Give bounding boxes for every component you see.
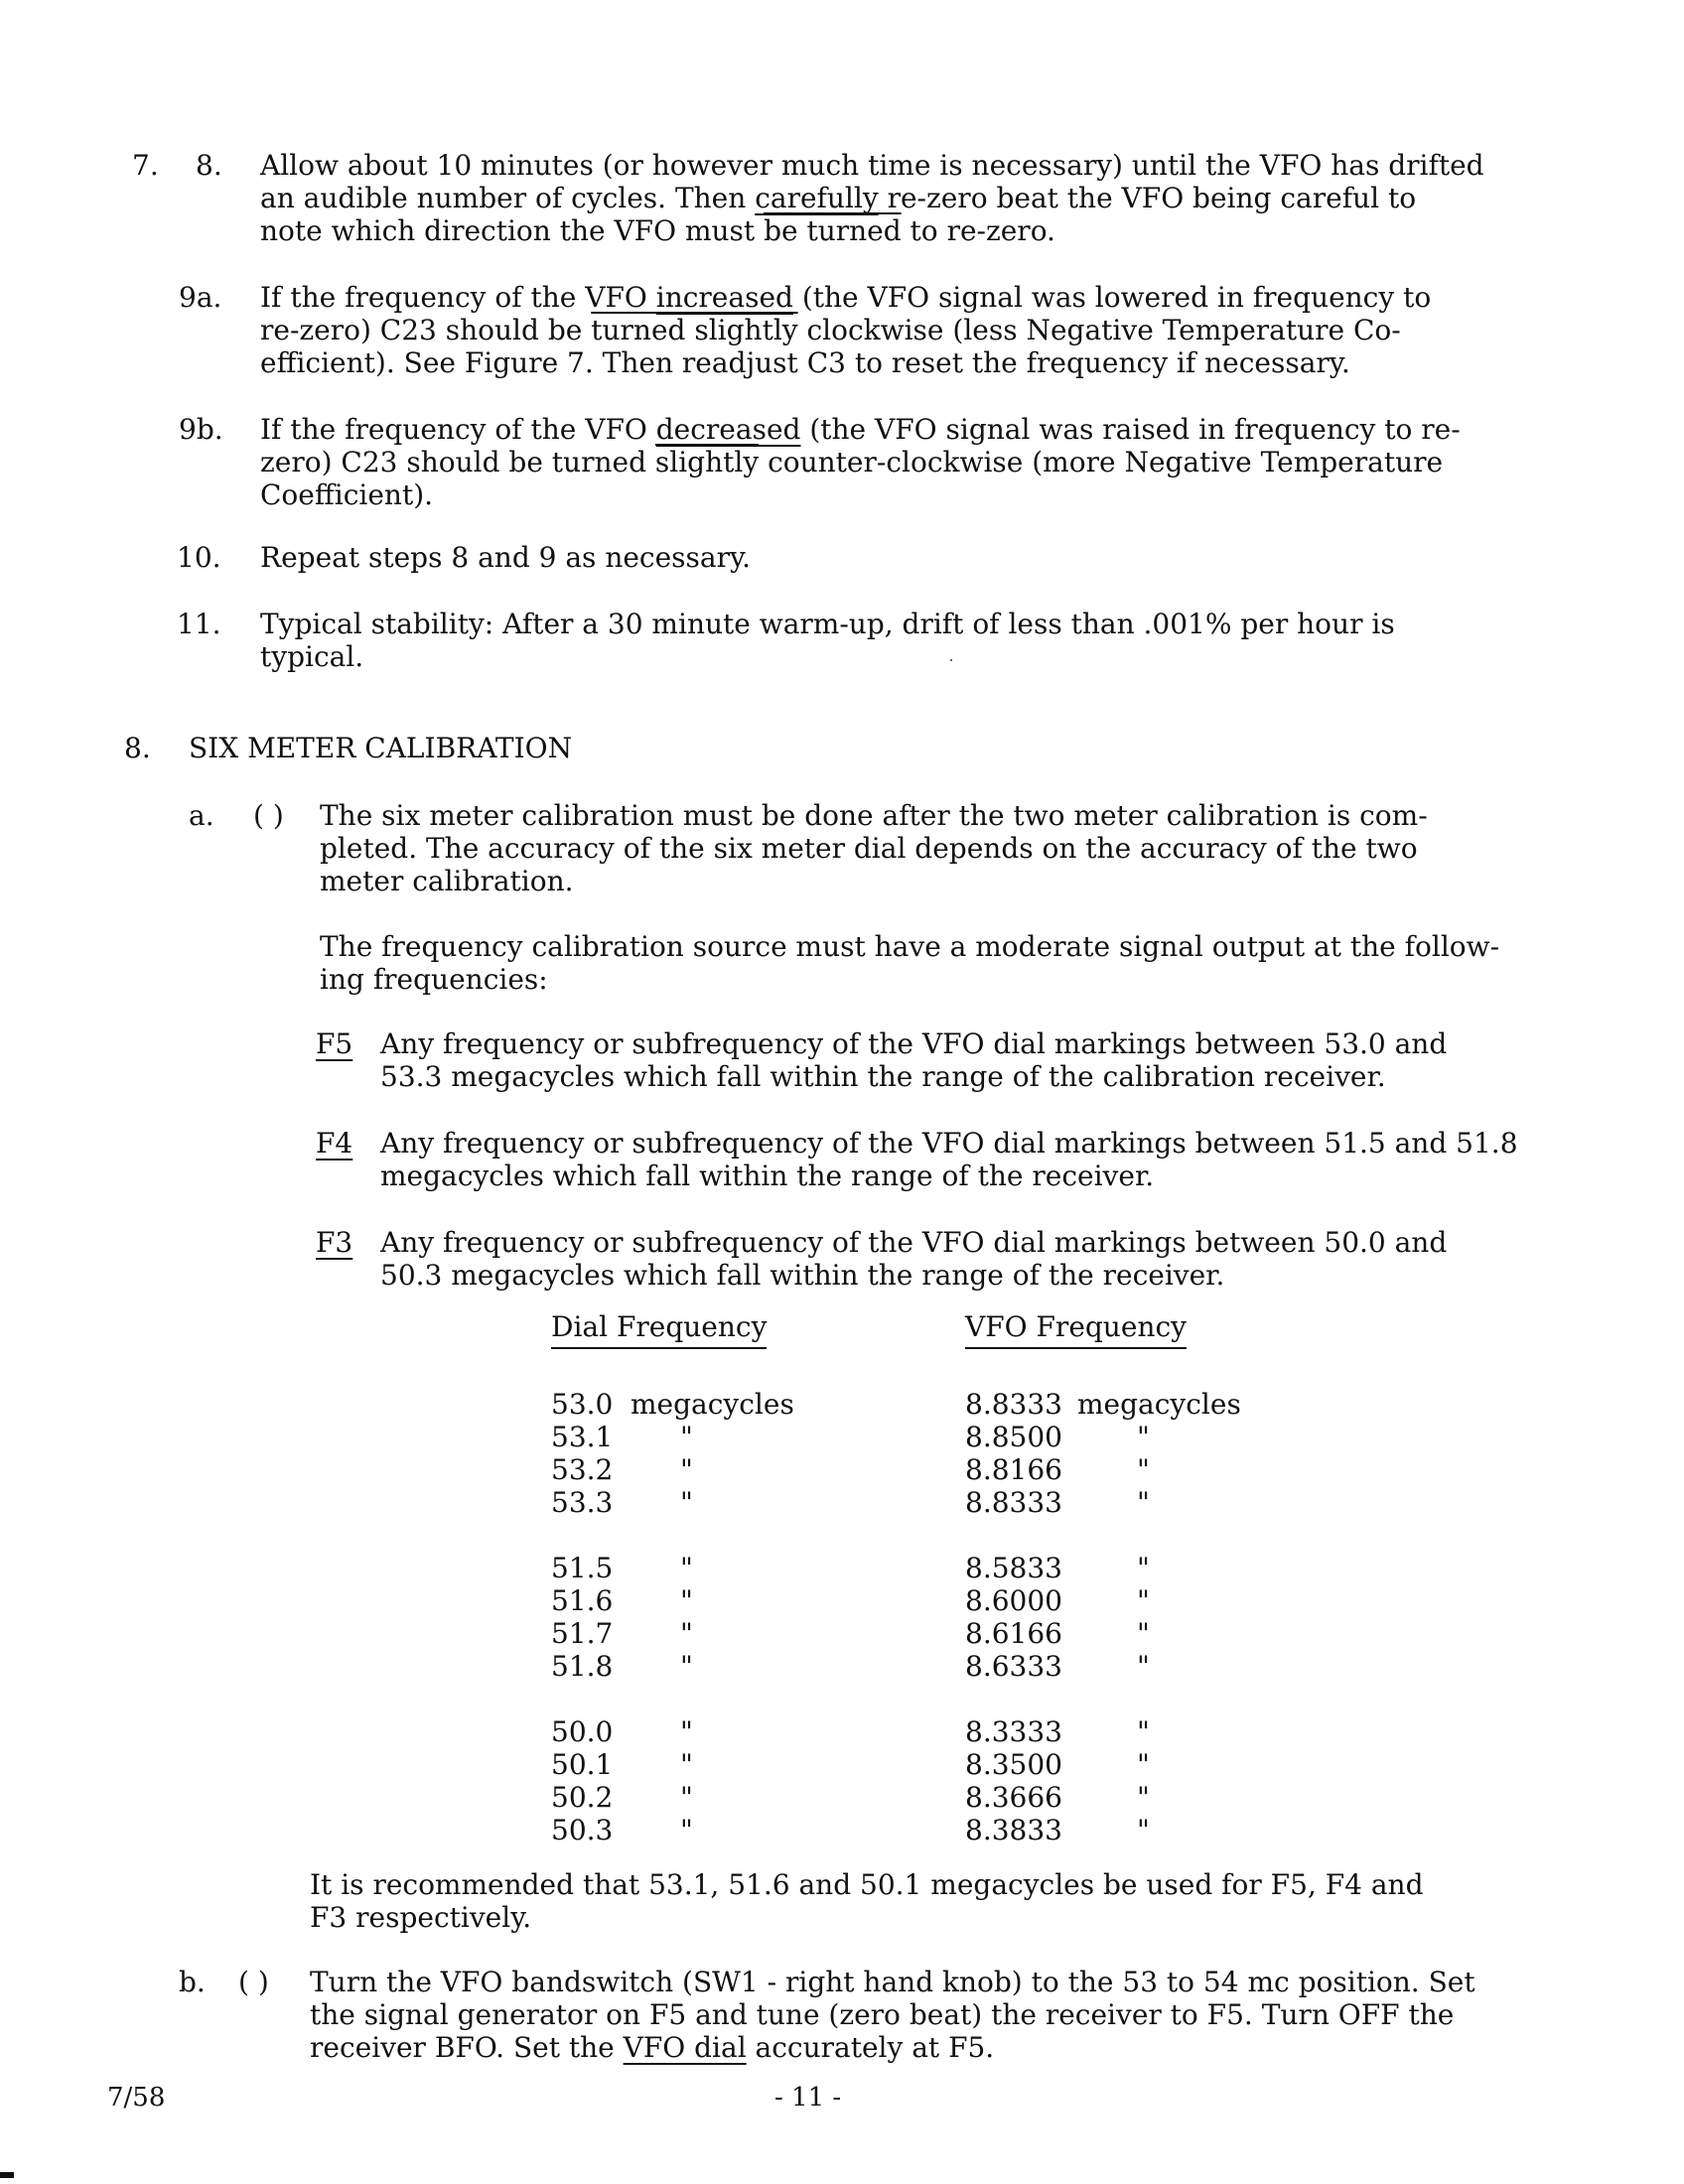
item-letter: a. [189,799,214,832]
footer-date: 7/58 [107,2083,166,2113]
page-number: - 11 - [774,2083,842,2113]
text-line: pleted. The accuracy of the six meter dial depends on the accuracy of the two [320,832,1418,865]
text-line: efficient). See Figure 7. Then readjust C3 to reset the frequency if necessary. [260,346,1350,379]
freq-label-f3: F3 [316,1226,353,1259]
step-number: 10. [177,541,221,574]
text-line: If the frequency of the VFO increased (the VFO signal was lowered in frequency to [260,281,1432,314]
section-number: 8. [124,732,151,764]
emphasis: VFO dial [623,2031,747,2064]
freq-label-f5: F5 [316,1027,353,1060]
step-11-text [260,608,1395,673]
step-10-text [260,541,751,574]
section-title: SIX METER CALIBRATION [189,732,573,764]
text-line: The six meter calibration must be done after the two meter calibration is com- [320,799,1428,832]
text-line: megacycles which fall within the range of the receiver. [380,1160,1155,1192]
text-line: Any frequency or subfrequency of the VFO dial markings between 50.0 and [380,1226,1448,1259]
text-line: an audible number of cycles. Then carefully re-zero beat the VFO being careful to [260,182,1417,214]
outer-step-number: 7. [132,149,159,182]
text-line: zero) C23 should be turned slightly counter-clockwise (more Negative Temperature [260,446,1444,478]
emphasis: increased [655,281,793,314]
scan-speck [950,659,952,661]
text-line: Any frequency or subfrequency of the VFO dial markings between 51.5 and 51.8 [380,1127,1518,1160]
text-line: re-zero) C23 should be turned slightly clockwise (less Negative Temperature Co- [260,314,1401,346]
checkbox[interactable]: ( ) [253,799,284,832]
text-line: the signal generator on F5 and tune (zero beat) the receiver to F5. Turn OFF the [310,1998,1455,2031]
text-line: If the frequency of the VFO decreased (the VFO signal was raised in frequency to re- [260,413,1461,446]
step-number: 8. [196,149,222,182]
text-line: Repeat steps 8 and 9 as necessary. [260,541,751,574]
recommendation-text [310,1868,1424,1934]
emphasis: turned slightly [591,314,798,346]
text-line: note which direction the VFO must be turned to re-zero. [260,214,1055,247]
step-number: 9a. [179,281,222,314]
text-line: It is recommended that 53.1, 51.6 and 50.1 megacycles be used for F5, F4 and [310,1868,1424,1901]
emphasis: slightly [654,446,760,478]
checkbox[interactable]: ( ) [238,1966,269,1998]
text-line: Any frequency or subfrequency of the VFO dial markings between 53.0 and [380,1027,1448,1060]
text-line: Coefficient). [260,478,434,511]
step-number: 11. [177,608,221,640]
text-line: meter calibration. [320,865,574,897]
text-line: Allow about 10 minutes (or however much time is necessary) until the VFO has drifted [260,149,1484,182]
freq-label-f4: F4 [316,1127,353,1160]
column-header-vfo: VFO Frequency [965,1310,1187,1349]
text-line: 53.3 megacycles which fall within the range of the calibration receiver. [380,1060,1386,1093]
text-line: typical. [260,640,364,673]
calibration-source-text [320,930,1499,996]
text-line: receiver BFO. Set the VFO dial accurately at F5. [310,2031,995,2064]
item-letter: b. [179,1966,206,1998]
freq-f4-text [380,1127,1518,1192]
text-line: Typical stability: After a 30 minute warm-up, drift of less than .001% per hour is [260,608,1395,640]
text-line: ing frequencies: [320,963,548,996]
text-line: The frequency calibration source must have a moderate signal output at the follow- [320,930,1500,963]
emphasis: be turned [764,214,902,247]
item-a-text [320,799,1428,897]
step-8-text [260,149,1484,247]
scan-edge-mark [0,2172,14,2178]
freq-f5-text [380,1027,1447,1093]
emphasis: carefully [755,182,879,214]
step-9a-text [260,281,1431,379]
emphasis: decreased [655,413,801,446]
item-b-text [310,1966,1475,2064]
text-line: Turn the VFO bandswitch (SW1 - right hand knob) to the 53 to 54 mc position. Set [310,1966,1475,1998]
text-line: 50.3 megacycles which fall within the range of the receiver. [380,1259,1225,1292]
step-number: 9b. [179,413,223,446]
text-line: F3 respectively. [310,1901,532,1934]
step-9b-text [260,413,1461,511]
column-header-dial: Dial Frequency [551,1310,767,1349]
freq-f3-text [380,1226,1447,1292]
